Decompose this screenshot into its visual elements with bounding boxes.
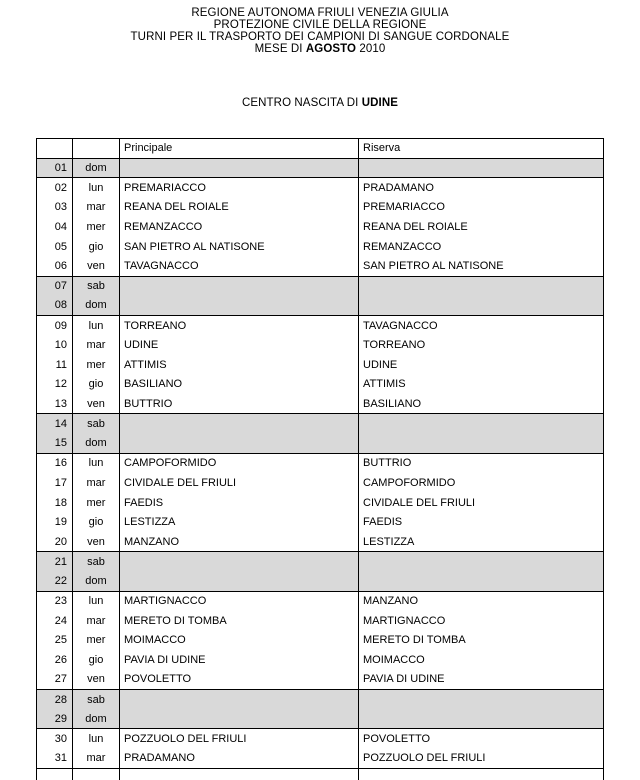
principale-cell: REMANZACCO	[120, 217, 359, 237]
principale-cell: UDINE	[120, 335, 359, 355]
table-row	[37, 650, 604, 670]
riserva-cell: FAEDIS	[359, 512, 604, 532]
day-number-cell: 10	[37, 335, 73, 355]
weekday-cell: sab	[73, 690, 120, 710]
table-row	[37, 296, 604, 316]
day-number-cell: 07	[37, 276, 73, 296]
principale-cell: POZZUOLO DEL FRIULI	[120, 729, 359, 749]
riserva-cell: PRADAMANO	[359, 178, 604, 198]
riserva-cell: MOIMACCO	[359, 650, 604, 670]
birth-center-prefix: CENTRO NASCITA DI	[241, 97, 362, 109]
day-number-cell: 02	[37, 178, 73, 198]
principale-cell	[120, 276, 359, 296]
riserva-cell	[359, 709, 604, 729]
birth-center-name: UDINE	[361, 97, 399, 109]
weekday-cell: dom	[73, 709, 120, 729]
table-row	[37, 158, 604, 178]
header-line-turni: TURNI PER IL TRASPORTO DEI CAMPIONI DI SANGUE CORDONALE	[130, 31, 510, 43]
day-number-cell: 31	[37, 749, 73, 769]
principale-cell: POVOLETTO	[120, 670, 359, 690]
day-number-cell: 22	[37, 571, 73, 591]
table-row	[37, 237, 604, 257]
riserva-cell: MERETO DI TOMBA	[359, 631, 604, 651]
riserva-cell: PAVIA DI UDINE	[359, 670, 604, 690]
principale-cell	[120, 296, 359, 316]
weekday-cell: ven	[73, 394, 120, 414]
principale-cell: PAVIA DI UDINE	[120, 650, 359, 670]
day-number-cell: 12	[37, 375, 73, 395]
header-line-region: REGIONE AUTONOMA FRIULI VENEZIA GIULIA	[191, 7, 449, 19]
table-row	[37, 453, 604, 473]
principale-cell: BUTTRIO	[120, 394, 359, 414]
weekday-cell: gio	[73, 650, 120, 670]
weekday-cell: sab	[73, 414, 120, 434]
riserva-cell: REMANZACCO	[359, 237, 604, 257]
principale-cell	[120, 709, 359, 729]
day-number-cell: 25	[37, 631, 73, 651]
principale-cell: REANA DEL ROIALE	[120, 197, 359, 217]
principale-cell: MARTIGNACCO	[120, 591, 359, 611]
table-row	[37, 729, 604, 749]
table-row	[37, 473, 604, 493]
riserva-cell: BASILIANO	[359, 394, 604, 414]
weekday-cell: mer	[73, 217, 120, 237]
weekday-cell: dom	[73, 571, 120, 591]
day-number-cell: 11	[37, 355, 73, 375]
day-number-cell: 27	[37, 670, 73, 690]
riserva-cell	[359, 690, 604, 710]
day-number-cell: 14	[37, 414, 73, 434]
principale-cell: CIVIDALE DEL FRIULI	[120, 473, 359, 493]
table-row	[37, 591, 604, 611]
table-row	[37, 670, 604, 690]
weekday-cell: mar	[73, 197, 120, 217]
birth-center-title	[0, 97, 640, 109]
weekday-cell: sab	[73, 552, 120, 572]
table-row	[37, 414, 604, 434]
day-number-cell: 19	[37, 512, 73, 532]
table-row	[37, 631, 604, 651]
day-number-cell: 20	[37, 532, 73, 552]
riserva-cell: MANZANO	[359, 591, 604, 611]
day-number-cell: 13	[37, 394, 73, 414]
header-line-month	[0, 43, 640, 55]
principale-cell: MOIMACCO	[120, 631, 359, 651]
table-row	[37, 611, 604, 631]
weekday-cell: lun	[73, 729, 120, 749]
weekday-cell: mer	[73, 493, 120, 513]
principale-cell: PREMARIACCO	[120, 178, 359, 198]
riserva-cell: BUTTRIO	[359, 453, 604, 473]
principale-cell: PRADAMANO	[120, 749, 359, 769]
weekday-cell: dom	[73, 434, 120, 454]
empty-cell	[73, 768, 120, 780]
day-number-cell: 09	[37, 316, 73, 336]
riserva-cell: CIVIDALE DEL FRIULI	[359, 493, 604, 513]
weekday-cell: lun	[73, 316, 120, 336]
day-number-cell: 26	[37, 650, 73, 670]
table-row	[37, 335, 604, 355]
principale-cell: CAMPOFORMIDO	[120, 453, 359, 473]
riserva-cell	[359, 158, 604, 178]
weekday-cell: dom	[73, 296, 120, 316]
riserva-cell	[359, 434, 604, 454]
weekday-cell: ven	[73, 532, 120, 552]
weekday-cell: lun	[73, 453, 120, 473]
table-row	[37, 256, 604, 276]
riserva-cell	[359, 552, 604, 572]
table-row	[37, 197, 604, 217]
month-suffix: 2010	[356, 43, 386, 55]
riserva-cell: POVOLETTO	[359, 729, 604, 749]
day-number-cell: 30	[37, 729, 73, 749]
table-row	[37, 355, 604, 375]
column-header-riserva: Riserva	[359, 139, 604, 159]
principale-cell: LESTIZZA	[120, 512, 359, 532]
day-number-cell: 28	[37, 690, 73, 710]
riserva-cell: PREMARIACCO	[359, 197, 604, 217]
riserva-cell: REANA DEL ROIALE	[359, 217, 604, 237]
weekday-cell: ven	[73, 670, 120, 690]
table-header-row	[37, 139, 604, 159]
riserva-cell: MARTIGNACCO	[359, 611, 604, 631]
table-row	[37, 512, 604, 532]
principale-cell: MERETO DI TOMBA	[120, 611, 359, 631]
table-row	[37, 394, 604, 414]
weekday-cell: ven	[73, 256, 120, 276]
day-number-cell: 03	[37, 197, 73, 217]
weekday-cell: gio	[73, 237, 120, 257]
weekday-cell: mer	[73, 355, 120, 375]
weekday-cell: mar	[73, 749, 120, 769]
riserva-cell: SAN PIETRO AL NATISONE	[359, 256, 604, 276]
schedule-table	[36, 138, 604, 780]
weekday-cell: mer	[73, 631, 120, 651]
table-row	[37, 178, 604, 198]
empty-cell	[359, 768, 604, 780]
day-number-cell: 21	[37, 552, 73, 572]
principale-cell	[120, 690, 359, 710]
weekday-cell: gio	[73, 512, 120, 532]
table-row	[37, 532, 604, 552]
table-row	[37, 434, 604, 454]
riserva-cell: ATTIMIS	[359, 375, 604, 395]
principale-cell: ATTIMIS	[120, 355, 359, 375]
empty-cell	[37, 768, 73, 780]
principale-cell: SAN PIETRO AL NATISONE	[120, 237, 359, 257]
table-row	[37, 690, 604, 710]
riserva-cell	[359, 296, 604, 316]
column-header-weekday	[73, 139, 120, 159]
table-row	[37, 749, 604, 769]
table-row	[37, 571, 604, 591]
riserva-cell: UDINE	[359, 355, 604, 375]
day-number-cell: 04	[37, 217, 73, 237]
table-row	[37, 375, 604, 395]
principale-cell	[120, 434, 359, 454]
riserva-cell: POZZUOLO DEL FRIULI	[359, 749, 604, 769]
principale-cell: BASILIANO	[120, 375, 359, 395]
document-header	[0, 0, 640, 55]
day-number-cell: 16	[37, 453, 73, 473]
table-row	[37, 276, 604, 296]
weekday-cell: dom	[73, 158, 120, 178]
month-prefix: MESE DI	[254, 43, 306, 55]
riserva-cell	[359, 276, 604, 296]
month-name: AGOSTO	[305, 43, 357, 55]
principale-cell: TAVAGNACCO	[120, 256, 359, 276]
principale-cell: FAEDIS	[120, 493, 359, 513]
weekday-cell: mar	[73, 611, 120, 631]
weekday-cell: sab	[73, 276, 120, 296]
principale-cell	[120, 158, 359, 178]
riserva-cell: TAVAGNACCO	[359, 316, 604, 336]
table-row	[37, 709, 604, 729]
column-header-day-number	[37, 139, 73, 159]
empty-cell	[120, 768, 359, 780]
day-number-cell: 17	[37, 473, 73, 493]
table-row	[37, 552, 604, 572]
day-number-cell: 23	[37, 591, 73, 611]
day-number-cell: 06	[37, 256, 73, 276]
table-row	[37, 217, 604, 237]
riserva-cell	[359, 571, 604, 591]
day-number-cell: 05	[37, 237, 73, 257]
column-header-principale: Principale	[120, 139, 359, 159]
principale-cell: TORREANO	[120, 316, 359, 336]
principale-cell	[120, 552, 359, 572]
principale-cell: MANZANO	[120, 532, 359, 552]
table-row	[37, 316, 604, 336]
weekday-cell: lun	[73, 178, 120, 198]
day-number-cell: 08	[37, 296, 73, 316]
weekday-cell: gio	[73, 375, 120, 395]
day-number-cell: 18	[37, 493, 73, 513]
day-number-cell: 29	[37, 709, 73, 729]
table-row-partial	[37, 768, 604, 780]
day-number-cell: 01	[37, 158, 73, 178]
riserva-cell	[359, 414, 604, 434]
weekday-cell: mar	[73, 335, 120, 355]
weekday-cell: mar	[73, 473, 120, 493]
weekday-cell: lun	[73, 591, 120, 611]
day-number-cell: 24	[37, 611, 73, 631]
riserva-cell: CAMPOFORMIDO	[359, 473, 604, 493]
day-number-cell: 15	[37, 434, 73, 454]
table-row	[37, 493, 604, 513]
principale-cell	[120, 571, 359, 591]
principale-cell	[120, 414, 359, 434]
header-line-protezione: PROTEZIONE CIVILE DELLA REGIONE	[213, 19, 427, 31]
riserva-cell: TORREANO	[359, 335, 604, 355]
riserva-cell: LESTIZZA	[359, 532, 604, 552]
